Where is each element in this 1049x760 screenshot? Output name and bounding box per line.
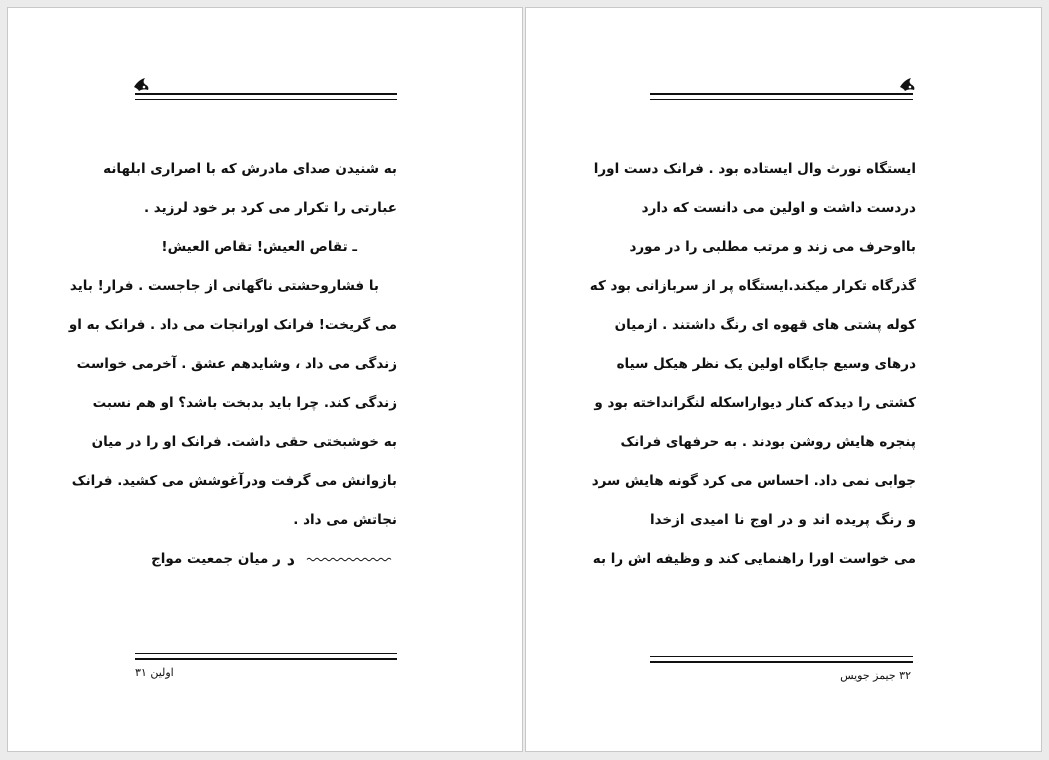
text-line: کشتی را دیدکه کنار دیواراسکله لنگرانداخته بود و bbox=[594, 395, 916, 411]
right-page-text bbox=[589, 150, 916, 579]
text-line: به خوشبختی حقی داشت. فرانک او را در میان bbox=[91, 434, 397, 450]
text-line: جوابی نمی داد. احساس می کرد گونه هایش سرد bbox=[591, 473, 916, 489]
quoted-phrase: ـ تقاص العیش! تقاص العیش! bbox=[161, 239, 357, 255]
text-line: می خواست اورا راهنمایی کند و وظیفه اش را به bbox=[592, 551, 916, 567]
closing-text: ر میان جمعیت مواج bbox=[151, 551, 281, 567]
text-line: نجاتش می داد . bbox=[293, 512, 397, 528]
folio: ۳۲ جیمز جویس bbox=[840, 669, 911, 682]
text-line: زندگی کند. چرا باید بدبخت باشد؟ او هم نسبت bbox=[92, 395, 397, 411]
text-line: زندگی می داد ، وشایدهم عشق . آخرمی خواست bbox=[76, 356, 397, 372]
footer-rule bbox=[650, 656, 913, 663]
wavy-divider-icon bbox=[307, 557, 391, 562]
text-line: گذرگاه تکرار میکند.ایستگاه پر از سربازانی بود که bbox=[589, 278, 916, 294]
text-line: بااوحرف می زند و مرتب مطلبی را در مورد bbox=[629, 239, 916, 255]
text-line: بازوانش می گرفت ودرآغوشش می کشید. فرانک bbox=[71, 473, 397, 489]
text-line: با فشاروحشتی ناگهانی از جاجست . فرار! باید bbox=[69, 278, 379, 294]
text-line: و رنگ پریده اند و در اوج نا امیدی ازخدا bbox=[650, 512, 916, 528]
text-line: پنجره هایش روشن بودند . به حرفهای فرانک bbox=[620, 434, 916, 450]
header-rule bbox=[650, 93, 913, 100]
right-page bbox=[525, 7, 1042, 752]
text-line: می گریخت! فرانک اورانجات می داد . فرانک به او bbox=[68, 317, 397, 333]
drop-letter: د bbox=[286, 550, 295, 569]
left-page bbox=[7, 7, 523, 752]
text-line: به شنیدن صدای مادرش که با اصراری ابلهانه bbox=[103, 161, 397, 177]
left-page-text bbox=[68, 150, 397, 579]
text-line: ایستگاه نورث وال ایستاده بود . فرانک دست اورا bbox=[593, 161, 916, 177]
text-line: عبارتی را تکرار می کرد بر خود لرزید . bbox=[143, 200, 397, 216]
header-rule bbox=[135, 93, 397, 100]
text-line: دردست داشت و اولین می دانست که دارد bbox=[641, 200, 916, 216]
text-line: درهای وسیع جایگاه اولین یک نظر هیکل سیاه bbox=[616, 356, 916, 372]
folio: اولین ۳۱ bbox=[135, 666, 174, 679]
section-break-line bbox=[131, 540, 397, 579]
footer-rule bbox=[135, 653, 397, 660]
text-line: کوله پشتی های قهوه ای رنگ داشتند . ازمیان bbox=[614, 317, 916, 333]
